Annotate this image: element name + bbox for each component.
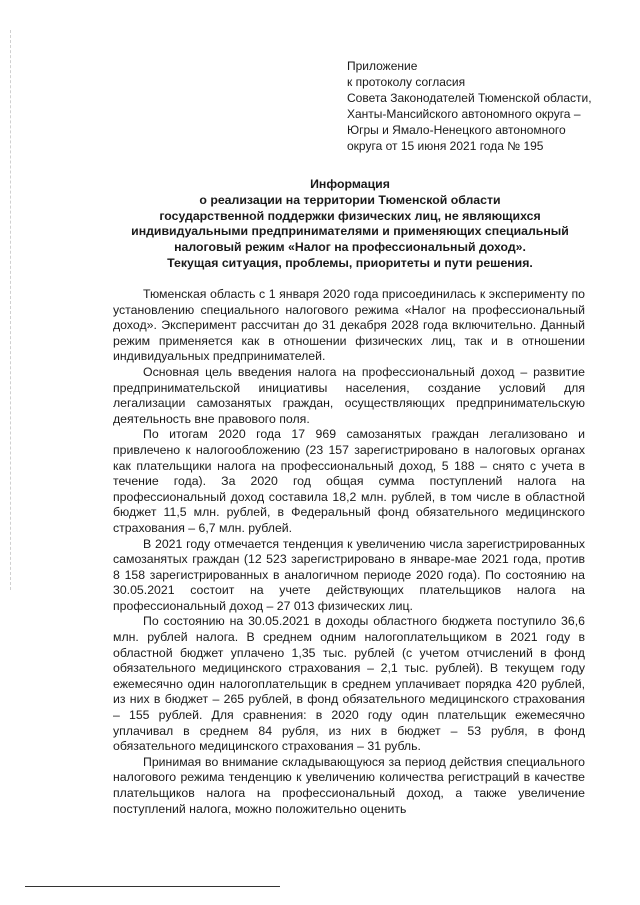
annex-line: округа от 15 июня 2021 года № 195 (347, 139, 544, 153)
document-body (113, 287, 585, 817)
annex-line: к протоколу согласия (347, 75, 466, 89)
annex-line: Совета Законодателей Тюменской области, (347, 91, 592, 105)
body-paragraph: В 2021 году отмечается тенденция к увеличению числа зарегистрированных самозанятых граждан (12 523 зарегистрировано в январе-мае 2021 года, против 8 158 зарегистрированных в аналогичном периоде 2020 года). По состоянию на 30.05.2021 состоит на учете действующих плательщиков налога на профессиональный доход – 27 013 физических лиц. (113, 536, 585, 613)
title-line: Информация (310, 177, 390, 191)
title-line: Текущая ситуация, проблемы, приоритеты и пути решения. (167, 255, 533, 270)
annex-line: Приложение (347, 59, 418, 73)
body-paragraph: По состоянию на 30.05.2021 в доходы областного бюджета поступило 36,6 млн. рублей налога. В среднем одним налогоплательщиком в 2021 году в областной бюджет уплачено 1,35 тыс. рублей (с учетом отчислений в фонд обязательного медицинского страхования – 2,1 тыс. рублей). В текущем году ежемесячно один налогоплательщик в среднем уплачивает порядка 420 рублей, из них в бюджет – 265 рублей, в фонд обязательного медицинского страхования – 155 рублей. Для сравнения: в 2020 году один плательщик ежемесячно уплачивал в среднем 84 рубля, из них в бюджет – 53 рубля, в фонд обязательного медицинского страхования – 31 рубль. (113, 614, 585, 754)
binding-margin-line (10, 30, 11, 590)
body-paragraph: Основная цель введения налога на профессиональный доход – развитие предпринимательской инициативы населения, создание условий для легализации самозанятых граждан, осуществляющих предпринимательскую деятельность вне правового поля. (113, 364, 585, 426)
annex-line: Ханты-Мансийского автономного округа – (347, 107, 581, 121)
body-paragraph: Тюменская область с 1 января 2020 года присоединилась к эксперименту по установлению специального налогового режима «Налог на профессиональный доход». Эксперимент рассчитан до 31 декабря 2028 года включительно. Данный режим применяется как в отношении физических лиц, так и в отношении индивидуальных предпринимателей. (113, 287, 585, 364)
document-title (100, 177, 600, 272)
annex-header (347, 58, 607, 154)
body-paragraph: Принимая во внимание складывающуюся за период действия специального налогового режима тенденцию к увеличению количества регистраций в качестве плательщиков налога на профессиональный доход, а также увеличение поступлений налога, можно положительно оценить (113, 754, 585, 816)
body-paragraph: По итогам 2020 года 17 969 самозанятых граждан легализовано и привлечено к налогообложению (23 157 зарегистрировано в налоговых органах как плательщики налога на профессиональный доход, 5 188 – снято с учета в течение года). За 2020 год общая сумма поступлений налога на профессиональный доход составила 18,2 млн. рублей, в том числе в областной бюджет 11,5 млн. рублей, в Федеральный фонд обязательного медицинского страхования – 6,7 млн. рублей. (113, 427, 585, 535)
title-line: индивидуальными предпринимателями и применяющих специальный (131, 224, 569, 239)
title-line: о реализации на территории Тюменской области (199, 192, 501, 207)
title-line: государственной поддержки физических лиц, не являющихся (159, 208, 541, 223)
annex-line: Югры и Ямало-Ненецкого автономного (347, 123, 566, 137)
footnote-separator (25, 886, 280, 887)
title-line: налоговый режим «Налог на профессиональный доход». (174, 240, 526, 255)
